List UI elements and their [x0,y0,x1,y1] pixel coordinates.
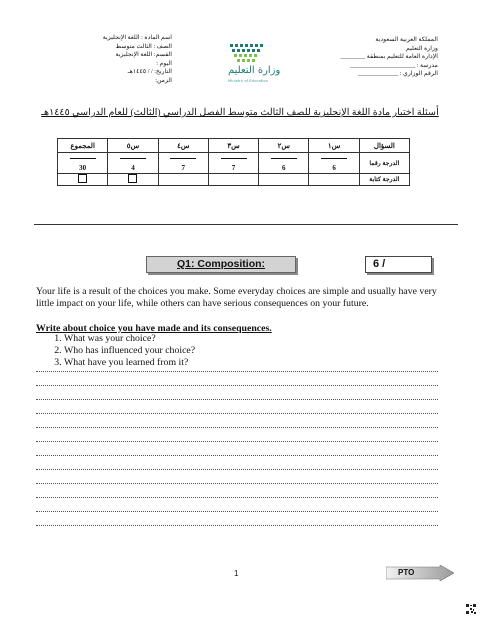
marks-header-cell: س٤ [158,139,208,153]
exam-title: أسئلة اختبار مادة اللغة الإنجليزية للصف الثالث متوسط الفصل الدراسي (الثالث) للعام الدراسي ١٤٤٥هـ [41,107,439,118]
marks-cell [158,174,208,186]
subject-info [62,34,172,86]
arrow-right-icon [386,565,454,581]
q1-score-box [365,256,432,273]
marks-cell: 4 [108,153,158,174]
writing-line[interactable] [36,511,438,512]
marks-row-label: الدرجة رقما [359,153,409,174]
time: الزمن: [155,76,172,84]
marks-row-label: الدرجة كتابة [359,174,409,186]
marks-cell: 7 [208,153,258,174]
marks-cell: 30 [58,153,108,174]
checkbox-icon[interactable] [78,174,87,183]
header-ministry: وزارة التعليم [406,44,438,52]
q1-title-box [146,256,296,273]
writing-line[interactable] [36,441,438,442]
writing-line[interactable] [36,455,438,456]
marks-text-row [58,174,410,186]
header-ministerial-number: الرقم الوزاري : _____________ [357,70,438,78]
marks-cell [259,174,309,186]
day: اليوم : [156,59,172,67]
marks-header-cell: المجموع [58,139,108,153]
marks-cell: 6 [309,153,359,174]
marks-table [57,138,410,186]
pto-arrow [386,565,454,581]
qr-code-icon [466,604,476,614]
logo-english-text: Ministry of Education [228,78,269,83]
writing-line[interactable] [36,469,438,470]
pto-label: PTO [398,568,415,577]
marks-header-cell: س٥ [108,139,158,153]
writing-line[interactable] [36,427,438,428]
writing-line[interactable] [36,525,438,526]
header-kingdom: المملكة العربية السعودية [375,36,438,43]
logo-dots-icon [196,38,306,68]
guiding-questions [36,333,195,369]
marks-cell [58,174,108,186]
marks-header-cell: س٢ [259,139,309,153]
writing-line[interactable] [36,497,438,498]
department: القسم: اللغة الإنجليزية [115,51,172,59]
subject-name: اسم المادة : اللغة الإنجليزية [102,34,172,41]
writing-line[interactable] [36,413,438,414]
section-divider [34,224,458,225]
marks-header-cell: س٣ [208,139,258,153]
marks-header-cell: س١ [309,139,359,153]
writing-line[interactable] [36,385,438,386]
writing-line[interactable] [36,399,438,400]
composition-task: Write about choice you have made and its consequences. [36,323,272,334]
marks-cell: 6 [259,153,309,174]
logo-arabic-text: وزارة التعليم [228,65,281,76]
date: التاريخ: / / ١٤٤٥هـ [127,68,172,76]
ministry-logo [196,38,306,90]
list-item: 1. What was your choice? [64,333,195,345]
q1-title: Q1: Composition: [176,258,266,270]
marks-header-cell: السؤال [359,139,409,153]
list-item: 3. What have you learned from it? [64,357,195,369]
marks-cell [108,174,158,186]
header-school: مدرسة : _____________________ [350,61,438,69]
header-directorate: الإدارة العامة للتعليم بمنطقة ________ [340,53,438,61]
marks-cell: 7 [158,153,208,174]
q1-score: 6 / [373,258,386,270]
list-item: 2. Who has influenced your choice? [64,345,195,357]
marks-cell [208,174,258,186]
composition-prompt: Your life is a result of the choices you make. Some everyday choices are simple and usually have very little impact on your life, while others can have serious consequences on your future. [36,286,437,309]
marks-cell [309,174,359,186]
writing-line[interactable] [36,483,438,484]
marks-numeric-row [58,153,410,174]
school-header [288,36,438,79]
grade: الصف : الثالث متوسط [115,42,172,50]
checkbox-icon[interactable] [128,174,137,183]
page-number: 1 [234,569,239,578]
marks-header-row [58,139,410,153]
writing-line[interactable] [36,371,438,372]
